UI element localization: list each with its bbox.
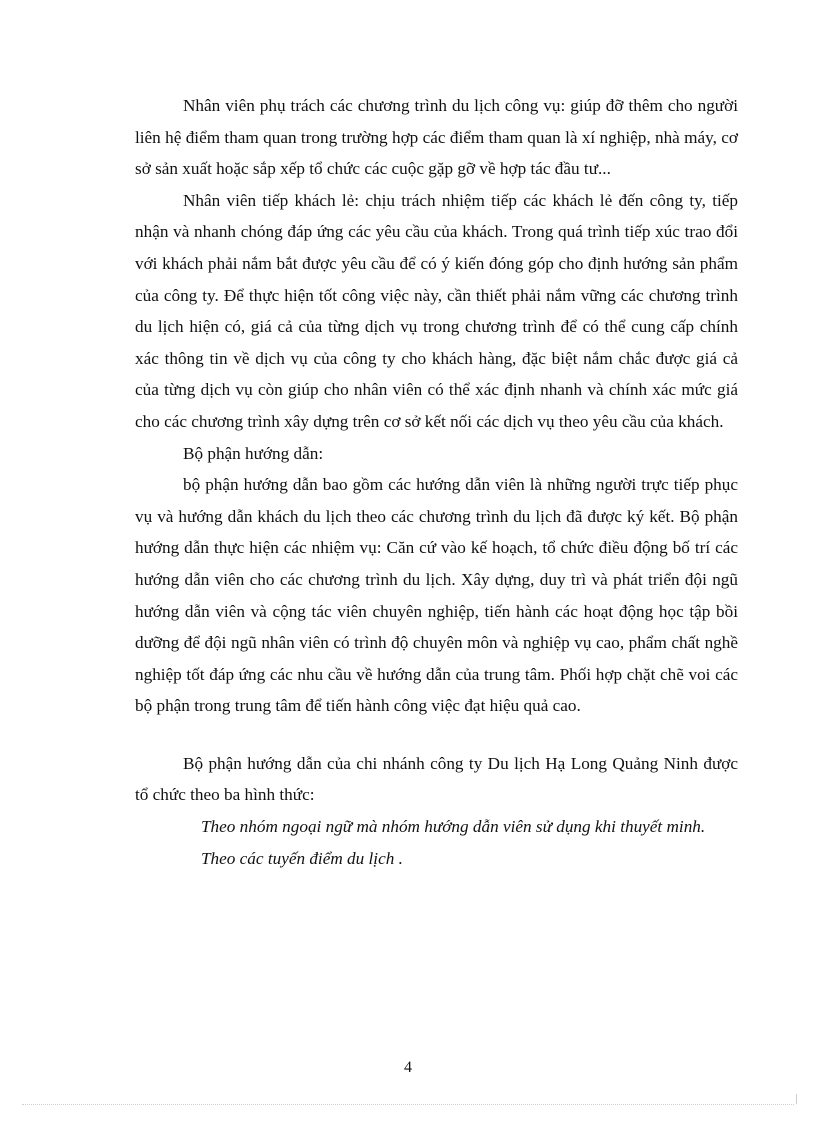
paragraph-guide-organization: Bộ phận hướng dẫn của chi nhánh công ty Du lịch Hạ Long Quảng Ninh được tổ chức theo ba hình thức: <box>135 753 738 805</box>
page-number: 4 <box>404 1059 412 1076</box>
list-item-tour-routes: Theo các tuyến điểm du lịch . <box>201 848 403 868</box>
page-corner-mark <box>796 1094 797 1104</box>
list-item-language-groups: Theo nhóm ngoại ngữ mà nhóm hướng dẫn viên sử dụng khi thuyết minh. <box>201 817 706 837</box>
page-bottom-divider <box>22 1104 794 1105</box>
paragraph-guide-department: bộ phận hướng dẫn bao gồm các hướng dẫn viên là những người trực tiếp phục vụ và hướng dẫn khách du lịch theo các chương trình du lịch đã được ký kết. Bộ phận hướng dẫn thực hiện các nhiệm vụ: Căn cứ vào kế hoạch, tổ chức điều động bố trí các hướng dẫn viên cho các chương trình du lịch. Xây dựng, duy trì và phát triển đội ngũ hướng dẫn viên và cộng tác viên chuyên nghiệp, tiến hành các hoạt động học tập bồi dưỡng để đội ngũ nhân viên có trình độ chuyên môn và nghiệp vụ cao, phẩm chất nghề nghiệp tốt đáp ứng các nhu cầu về hướng dẫn của trung tâm. Phối hợp chặt chẽ voi các bộ phận trong trung tâm để tiến hành công việc đạt hiệu quả cao. <box>135 475 738 716</box>
section-heading-guide-department: Bộ phận hướng dẫn: <box>183 443 324 463</box>
body-text <box>135 90 738 874</box>
paragraph-business-tour-staff: Nhân viên phụ trách các chương trình du lịch công vụ: giúp đỡ thêm cho người liên hệ điểm tham quan trong trường hợp các điểm tham quan là xí nghiệp, nhà máy, cơ sở sản xuất hoặc sắp xếp tổ chức các cuộc gặp gỡ về hợp tác đầu tư... <box>135 96 738 179</box>
paragraph-individual-guest-staff: Nhân viên tiếp khách lẻ: chịu trách nhiệm tiếp các khách lẻ đến công ty, tiếp nhận và nhanh chóng đáp ứng các yêu cầu của khách. Trong quá trình tiếp xúc trao đổi với khách phải nắm bắt được yêu cầu để có ý kiến đóng góp cho định hướng sản phẩm của công ty. Để thực hiện tốt công việc này, cần thiết phải nắm vững các chương trình du lịch hiện có, giá cả của từng dịch vụ trong chương trình để có thể cung cấp chính xác thông tin về dịch vụ của công ty cho khách hàng, đặc biệt nắm chắc được giá cả của từng dịch vụ còn giúp cho nhân viên có thể xác định nhanh và chính xác mức giá cho các chương trình xây dựng trên cơ sở kết nối các dịch vụ theo yêu cầu của khách. <box>135 190 738 431</box>
